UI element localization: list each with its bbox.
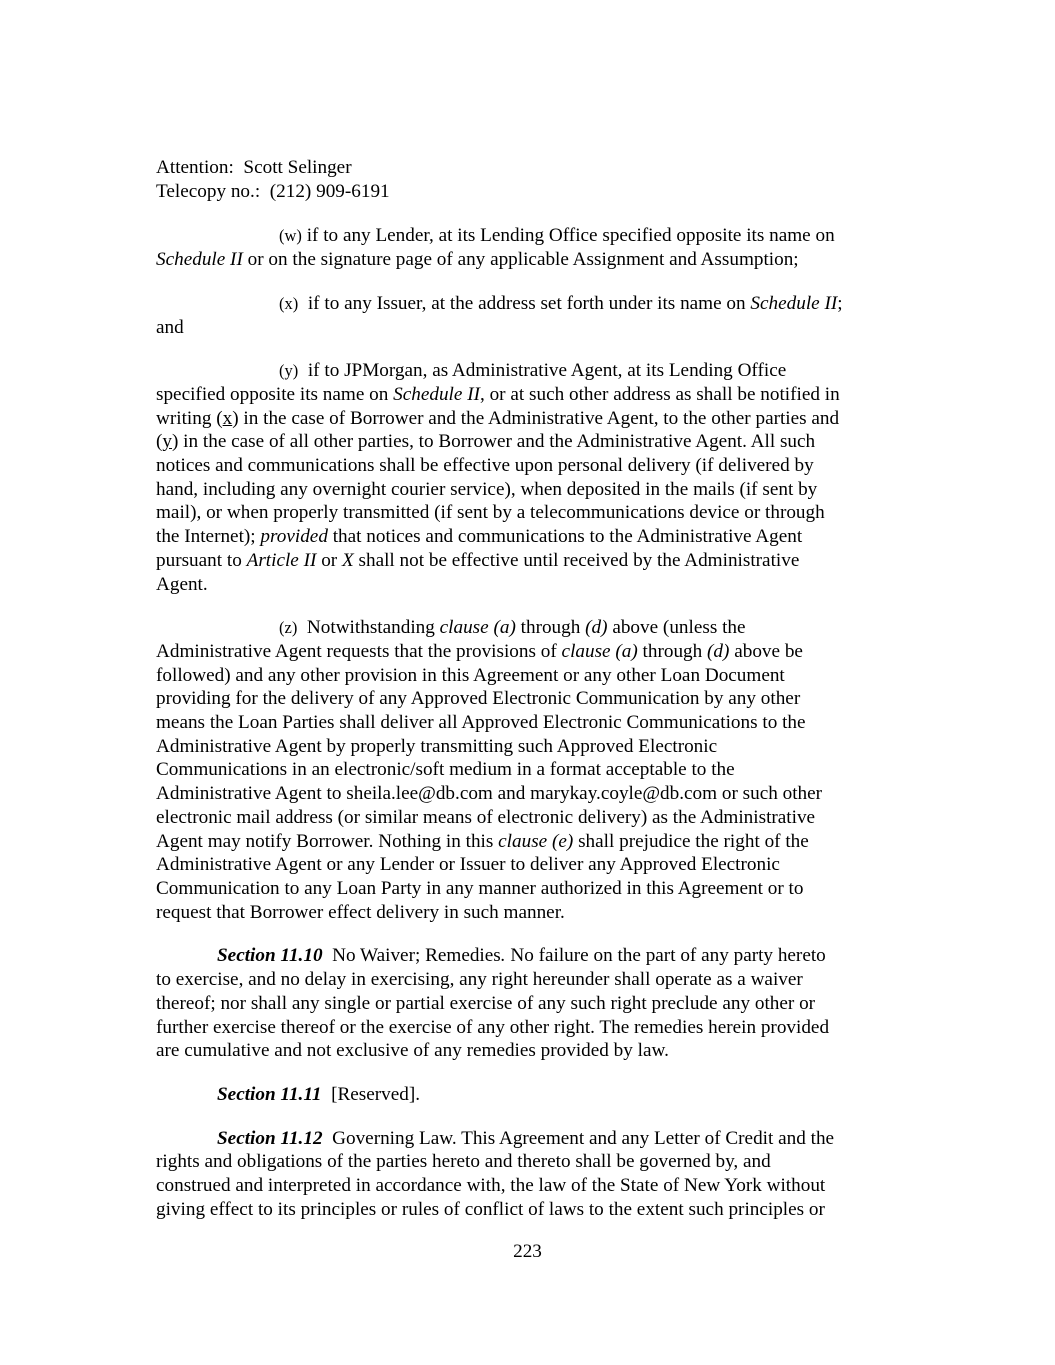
attention-value: Scott Selinger [243, 157, 352, 178]
clause-y-line-6: hand, including any overnight courier service), when deposited in the mails (if sent by [156, 478, 818, 500]
telecopy-line [156, 180, 901, 204]
clause-z-line-4: providing for the delivery of any Approved Electronic Communication by any other [156, 688, 801, 710]
clause-x-letter: (x) [279, 293, 299, 313]
section-11-10-line-5: are cumulative and not exclusive of any remedies provided by law. [156, 1040, 669, 1062]
clause-z-line-7: Communications in an electronic/soft medium in a format acceptable to the [156, 759, 735, 781]
section-11-10-line-1: Section 11.10 No Waiver; Remedies. No failure on the part of any party hereto [217, 945, 826, 967]
clause-y-line-2: specified opposite its name on Schedule II, or at such other address as shall be notified in [156, 383, 840, 405]
clause-x-line-1: (x) if to any Issuer, at the address set forth under its name on Schedule II; [279, 292, 843, 314]
section-11-10-line-2: to exercise, and no delay in exercising, any right hereunder shall operate as a waiver [156, 969, 803, 991]
clause-z-line-8: Administrative Agent to sheila.lee@db.com and marykay.coyle@db.com or such other [156, 783, 823, 805]
clause-y-line-5: notices and communications shall be effective upon personal delivery (if delivered by [156, 455, 814, 477]
clause-z-line-12: Communication to any Loan Party in any manner authorized in this Agreement or to [156, 877, 804, 899]
clause-z-line-2: Administrative Agent requests that the provisions of clause (a) through (d) above be [156, 640, 803, 662]
section-11-12-title: Governing Law. [332, 1127, 457, 1149]
attention-line [156, 156, 901, 180]
clause-w-line-2: Schedule II or on the signature page of any applicable Assignment and Assumption; [156, 249, 799, 271]
section-11-10-title: No Waiver; Remedies [332, 945, 501, 967]
section-11-10-line-4: further exercise thereof or the exercise of any other right. The remedies herein provided [156, 1016, 830, 1038]
document-page [156, 156, 901, 1221]
clause-z [156, 616, 901, 924]
section-11-12-line-1: Section 11.12 Governing Law. This Agreement and any Letter of Credit and the [217, 1127, 835, 1149]
clause-z-line-11: Administrative Agent or any Lender or Issuer to deliver any Approved Electronic [156, 854, 780, 876]
clause-y-letter: (y) [279, 361, 299, 381]
section-11-12-heading: Section 11.12 [217, 1127, 323, 1149]
section-11-12-line-4: giving effect to its principles or rules of conflict of laws to the extent such principles or [156, 1198, 825, 1220]
clause-w [156, 224, 901, 271]
attention-label: Attention: [156, 157, 234, 178]
section-11-12-line-3: construed and interpreted in accordance with, the law of the State of New York without [156, 1175, 826, 1197]
clause-z-line-10: Agent may notify Borrower. Nothing in this clause (e) shall prejudice the right of the [156, 830, 809, 852]
page-number: 223 [513, 1241, 542, 1262]
clause-y-line-4: (y) in the case of all other parties, to Borrower and the Administrative Agent. All such [156, 431, 816, 453]
telecopy-label: Telecopy no.: [156, 180, 261, 202]
clause-x-line-2: and [156, 316, 184, 338]
clause-z-line-13: request that Borrower effect delivery in such manner. [156, 901, 565, 923]
section-11-10 [156, 944, 901, 1063]
clause-y-line-10: Agent. [156, 573, 208, 595]
clause-z-line-3: followed) and any other provision in this Agreement or any other Loan Document [156, 664, 785, 686]
section-11-11 [156, 1083, 901, 1107]
clause-w-letter: (w) [279, 226, 302, 246]
section-11-11-heading: Section 11.11 [217, 1083, 322, 1105]
telecopy-value: (212) 909-6191 [269, 180, 390, 202]
section-11-11-title: [Reserved]. [331, 1083, 421, 1105]
clause-y-line-8: the Internet); provided that notices and communications to the Administrative Agent [156, 526, 803, 548]
clause-z-letter: (z) [279, 618, 298, 638]
section-11-11-line-1 [156, 1083, 901, 1107]
clause-w-line-1: (w) if to any Lender, at its Lending Office specified opposite its name on [279, 225, 835, 247]
clause-z-line-9: electronic mail address (or similar means of electronic delivery) as the Administrative [156, 806, 816, 828]
clause-y-line-1: (y) if to JPMorgan, as Administrative Agent, at its Lending Office [279, 360, 787, 382]
attention-block [156, 156, 901, 203]
clause-z-line-6: Administrative Agent by properly transmitting such Approved Electronic [156, 735, 718, 757]
clause-y-line-3: writing (x) in the case of Borrower and the Administrative Agent, to the other parties and [156, 407, 840, 429]
section-11-12-line-2: rights and obligations of the parties hereto and thereto shall be governed by, and [156, 1151, 771, 1173]
clause-x [156, 292, 901, 339]
clause-y-line-9: pursuant to Article II or X shall not be effective until received by the Administrative [156, 549, 800, 571]
clause-z-line-5: means the Loan Parties shall deliver all Approved Electronic Communications to the [156, 712, 806, 734]
clause-y [156, 359, 901, 596]
section-11-10-line-3: thereof; nor shall any single or partial exercise of any such right preclude any other or [156, 992, 816, 1014]
clause-z-line-1: (z) Notwithstanding clause (a) through (d) above (unless the [279, 617, 746, 639]
section-11-12 [156, 1127, 901, 1222]
clause-y-line-7: mail), or when properly transmitted (if sent by a telecommunications device or through [156, 502, 825, 524]
section-11-10-heading: Section 11.10 [217, 945, 323, 967]
